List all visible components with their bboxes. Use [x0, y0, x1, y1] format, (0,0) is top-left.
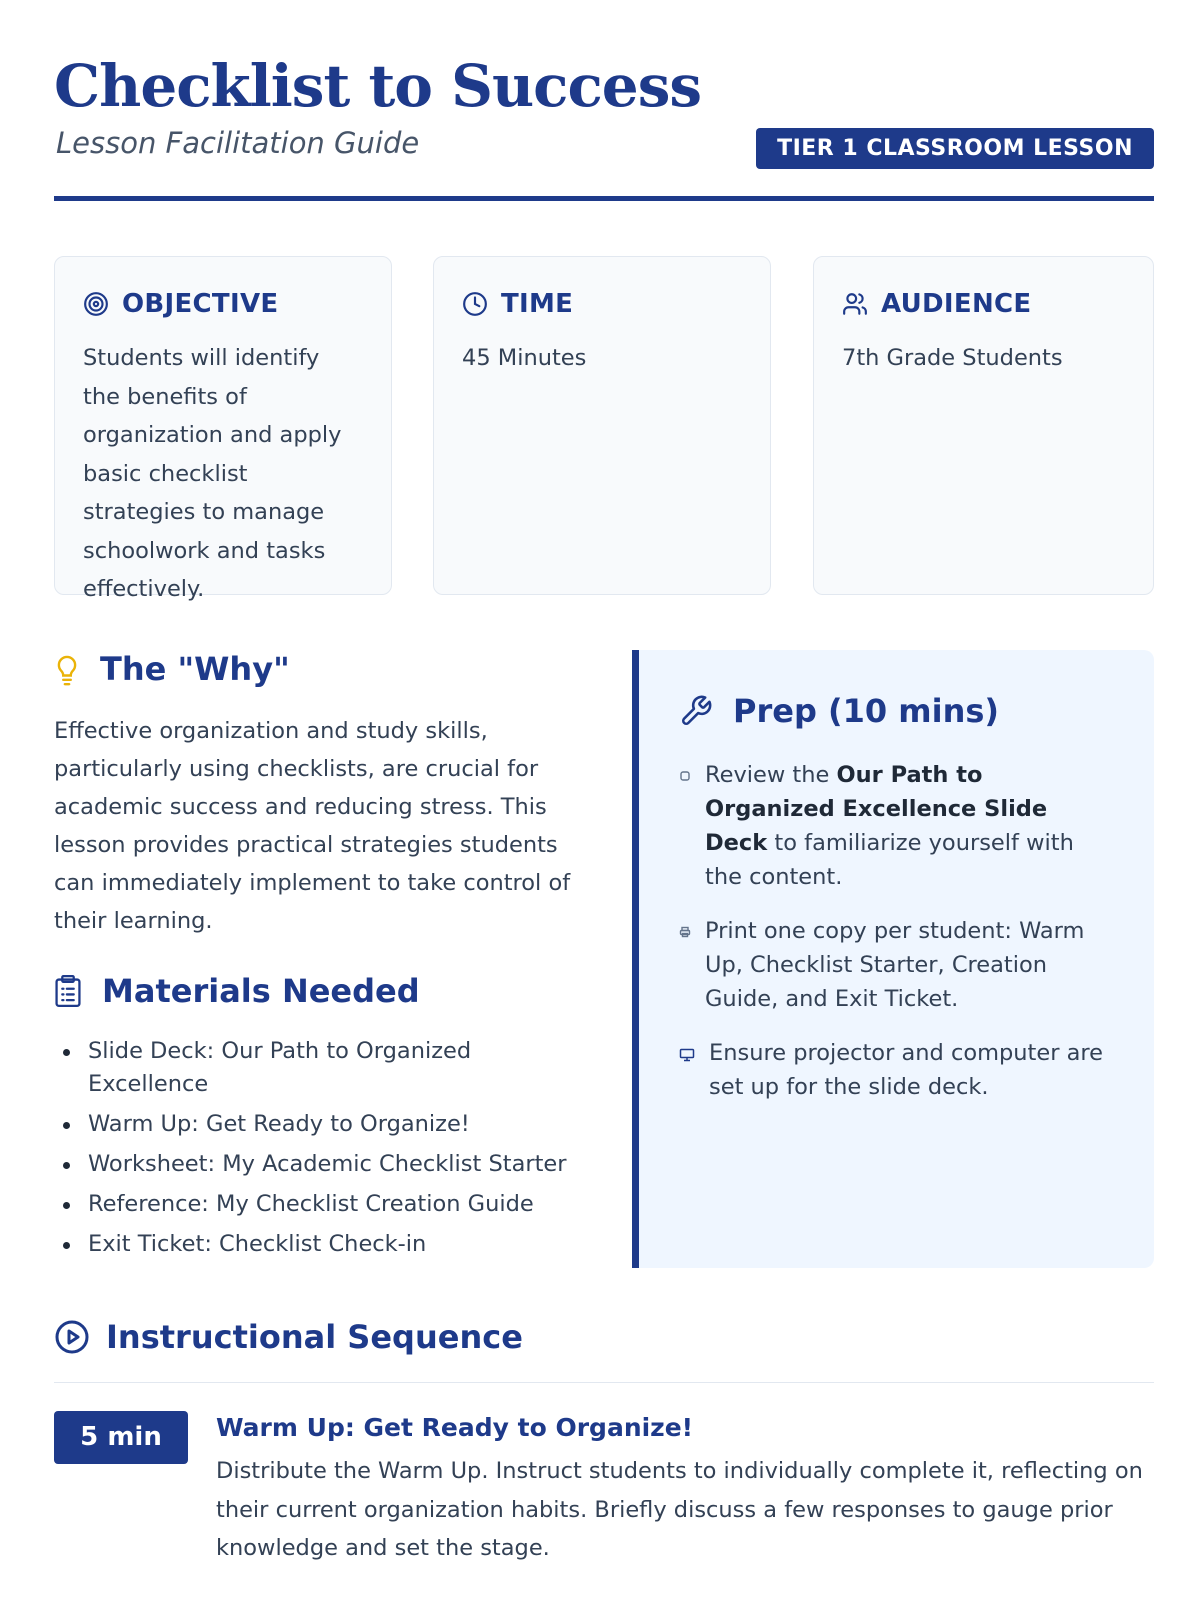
wrench-icon	[679, 694, 713, 728]
prep-item-text: Review the Our Path to Organized Excellence Slide Deck to familiarize yourself with the content.	[705, 762, 1074, 890]
list-item: Exit Ticket: Checklist Check-in	[54, 1228, 594, 1261]
step-duration-badge: 5 min	[54, 1411, 188, 1464]
why-section	[54, 650, 574, 940]
prep-item	[679, 914, 1114, 1016]
objective-text: Students will identify the benefits of organization and apply basic checklist strategies to manage schoolwork and tasks effectively.	[83, 345, 342, 602]
instructional-sequence	[54, 1318, 1154, 1568]
page-subtitle: Lesson Facilitation Guide	[56, 126, 420, 160]
lightbulb-icon	[54, 652, 80, 686]
list-item: Slide Deck: Our Path to Organized Excellence	[54, 1035, 594, 1101]
time-title: TIME	[501, 289, 574, 319]
list-item: Worksheet: My Academic Checklist Starter	[54, 1148, 594, 1181]
step-description: Distribute the Warm Up. Instruct students to individually complete it, reflecting on their current organization habits. Briefly discuss a few responses to gauge prior knowledge and set the stage.	[216, 1458, 1143, 1561]
sequence-title: Instructional Sequence	[106, 1318, 523, 1356]
printer-icon	[679, 926, 691, 938]
objective-title: OBJECTIVE	[122, 289, 279, 319]
tier-badge: TIER 1 CLASSROOM LESSON	[756, 128, 1154, 169]
clock-icon	[462, 291, 488, 317]
prep-item	[679, 758, 1114, 894]
prep-panel	[632, 650, 1154, 1268]
prep-item-text: Ensure projector and computer are set up for the slide deck.	[709, 1040, 1104, 1100]
play-circle-icon	[54, 1319, 90, 1355]
header-divider	[54, 196, 1154, 201]
prep-list	[679, 758, 1114, 1104]
why-title: The "Why"	[100, 650, 290, 688]
prep-title: Prep (10 mins)	[733, 692, 1000, 730]
materials-section	[54, 972, 594, 1268]
prep-item-text: Print one copy per student: Warm Up, Checklist Starter, Creation Guide, and Exit Ticket.	[705, 918, 1085, 1012]
materials-list	[54, 1035, 594, 1261]
slide-deck-name: Our Path to Organized Excellence Slide Deck	[705, 762, 1048, 856]
target-icon	[83, 291, 109, 317]
materials-title: Materials Needed	[102, 972, 420, 1010]
list-item: Reference: My Checklist Creation Guide	[54, 1188, 594, 1221]
monitor-icon	[679, 1048, 695, 1062]
audience-text: 7th Grade Students	[842, 345, 1063, 371]
time-text: 45 Minutes	[462, 345, 587, 371]
users-icon	[842, 291, 868, 317]
lesson-header	[54, 52, 1154, 202]
prep-item	[679, 1036, 1114, 1104]
page-title: Checklist to Success	[54, 52, 701, 120]
step-title: Warm Up: Get Ready to Organize!	[216, 1413, 694, 1442]
objective-card	[54, 256, 392, 602]
audience-card	[813, 256, 1154, 595]
why-text: Effective organization and study skills, particularly using checklists, are crucial for academic success and reducing stress. This lesson provides practical strategies students can immediately implement to take control of their learning.	[54, 718, 571, 934]
sequence-divider	[54, 1382, 1154, 1383]
clipboard-icon	[54, 975, 82, 1007]
sequence-step	[54, 1411, 1154, 1568]
time-card	[433, 256, 771, 595]
audience-title: AUDIENCE	[881, 289, 1032, 319]
square-bullet-icon	[679, 770, 691, 782]
list-item: Warm Up: Get Ready to Organize!	[54, 1108, 594, 1141]
